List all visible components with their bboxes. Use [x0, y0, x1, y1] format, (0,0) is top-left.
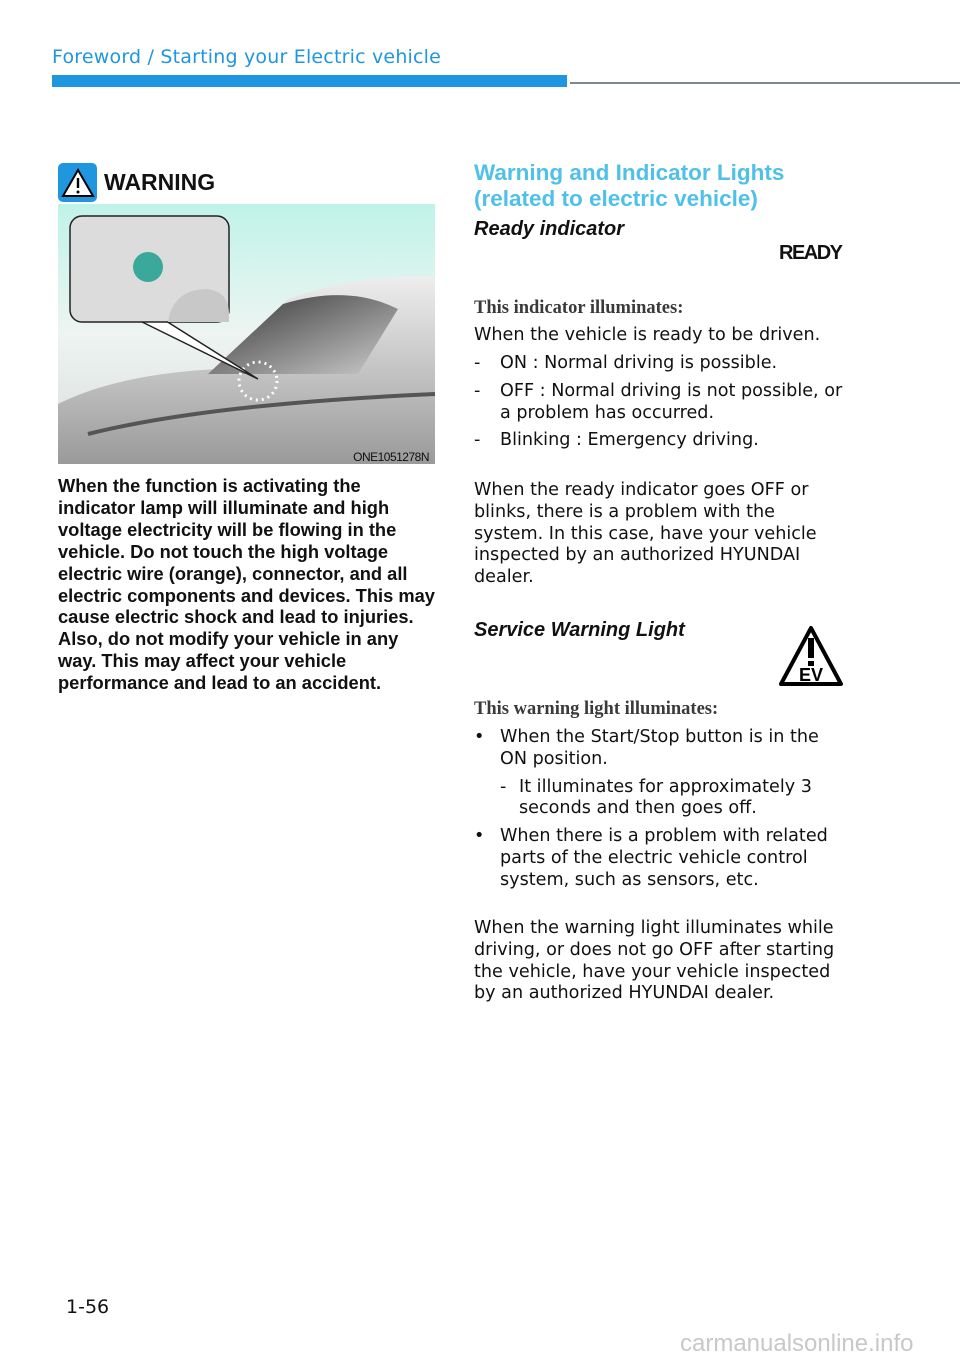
list-marker: -	[474, 430, 481, 451]
warning-title: WARNING	[104, 169, 216, 195]
list-text: OFF : Normal driving is not possible, or a problem has occurred.	[500, 380, 843, 423]
list-item	[474, 727, 854, 771]
list-marker: -	[474, 380, 481, 401]
warning-text: When the function is activating the indicator lamp will illuminate and high voltage electricity will be flowing in the vehicle. Do not touch the high voltage electric wire (orange), connector, and all electric components and devices. This may cause electric shock and lead to injuries. Also, do not modify your vehicle in any way. This may affect your vehicle performance and lead to an accident.	[58, 475, 435, 694]
list-item	[474, 353, 854, 375]
ready-indicator-icon: READY	[779, 242, 842, 264]
warning-header	[58, 163, 215, 202]
section-title-line2: (related to electric vehicle)	[474, 186, 758, 211]
list-text: ON : Normal driving is possible.	[500, 353, 778, 373]
list-item	[474, 826, 854, 891]
list-text: When the Start/Stop button is in the ON position.	[500, 727, 819, 769]
ready-heading: Ready indicator	[474, 218, 625, 240]
page-number: 1-56	[66, 1296, 110, 1318]
header-bar	[52, 75, 567, 87]
ev-icon-text: EV	[798, 665, 824, 685]
list-text: It illuminates for approximately 3 seconds and then goes off.	[519, 776, 812, 819]
service-lead: This warning light illuminates:	[474, 699, 719, 719]
ev-service-warning-icon	[777, 624, 845, 692]
list-marker: -	[500, 776, 507, 797]
section-title-line1: Warning and Indicator Lights	[474, 160, 785, 185]
service-note: When the warning light illuminates while driving, or does not go OFF after starting the vehicle, have your vehicle inspected by an authorized HYUNDAI dealer.	[474, 918, 835, 1004]
ready-note: When the ready indicator goes OFF or blinks, there is a problem with the system. In this case, have your vehicle inspected by an authorized HYUNDAI dealer.	[474, 480, 817, 588]
sub-list-item	[500, 777, 854, 821]
ready-lead: This indicator illuminates:	[474, 298, 684, 318]
watermark: carmanualsonline.info	[680, 1330, 914, 1357]
list-marker: •	[474, 826, 485, 847]
list-text: Blinking : Emergency driving.	[500, 430, 759, 451]
figure-code: ONE1051278N	[353, 450, 429, 464]
ready-intro: When the vehicle is ready to be driven.	[474, 325, 821, 345]
warning-triangle-icon	[58, 163, 97, 202]
header-rule	[570, 82, 960, 84]
list-marker: •	[474, 727, 485, 747]
list-item	[474, 381, 854, 425]
section-title	[474, 160, 784, 212]
list-item	[474, 430, 854, 452]
ready-list	[474, 353, 854, 452]
list-text: When there is a problem with related parts of the electric vehicle control system, such as sensors, etc.	[500, 826, 828, 890]
list-marker: -	[474, 353, 481, 373]
breadcrumb: Foreword / Starting your Electric vehicle	[52, 46, 442, 68]
warning-illustration	[58, 204, 435, 464]
service-heading: Service Warning Light	[474, 619, 685, 641]
service-list	[474, 727, 854, 892]
